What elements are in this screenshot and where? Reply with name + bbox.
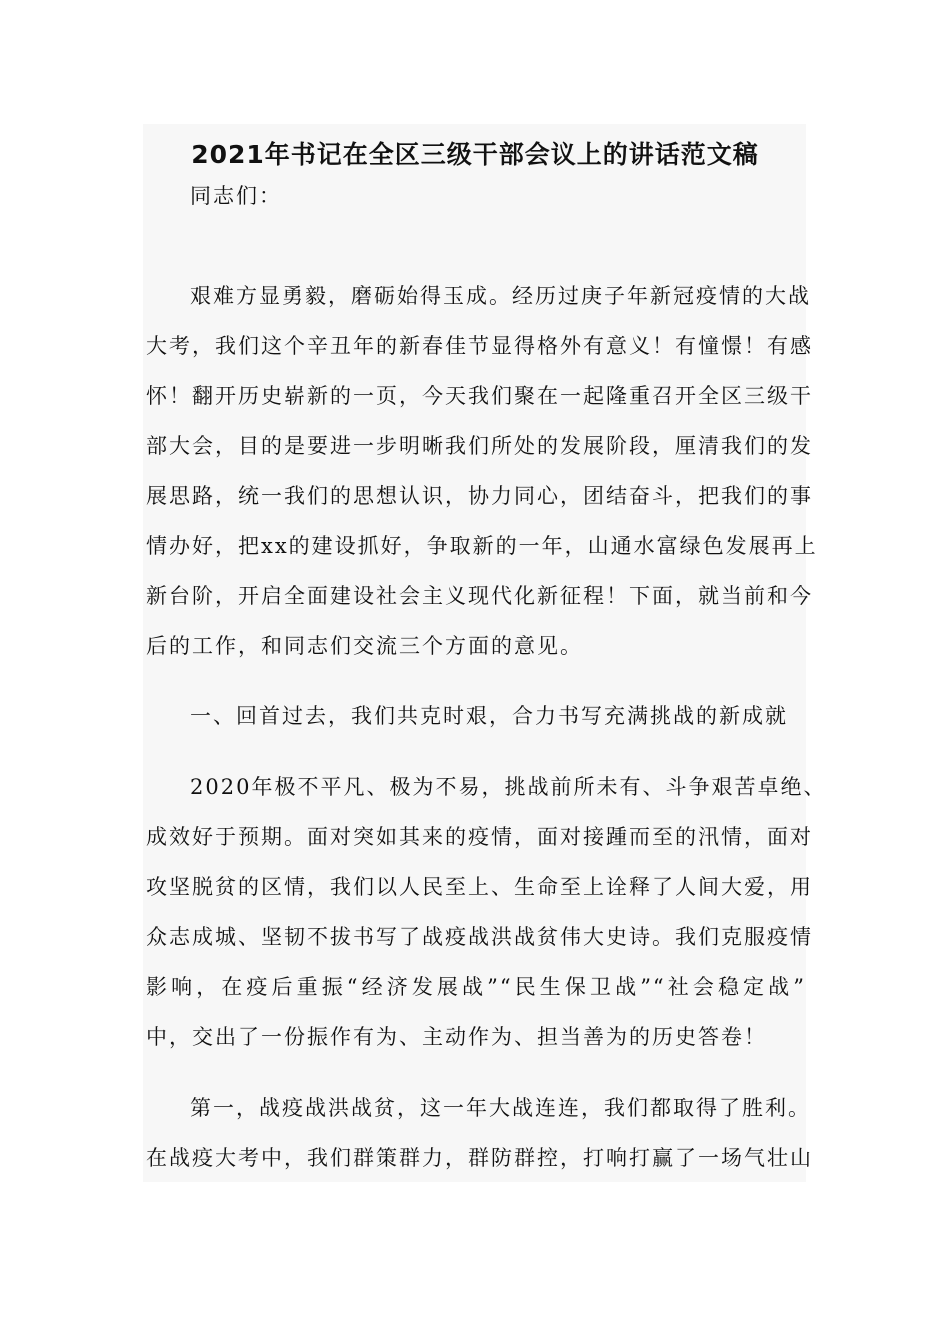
paragraph-line: 情办好，把xx的建设抓好，争取新的一年，山通水富绿色发展再上 [146,534,818,558]
paragraph-line: 新台阶，开启全面建设社会主义现代化新征程！下面，就当前和今 [146,584,813,608]
paragraph-line: 部大会，目的是要进一步明晰我们所处的发展阶段，厘清我们的发 [146,434,813,458]
paragraph-line: 大考，我们这个辛丑年的新春佳节显得格外有意义！有憧憬！有感 [146,334,813,358]
paragraph-2 [146,762,827,1062]
paragraph-line: 2020年极不平凡、极为不易，挑战前所未有、斗争艰苦卓绝、 [190,775,827,799]
paragraph-line: 成效好于预期。面对突如其来的疫情，面对接踵而至的汛情，面对 [146,825,813,849]
paragraph-line: 攻坚脱贫的区情，我们以人民至上、生命至上诠释了人间大爱，用 [146,875,813,899]
document-title: 2021年书记在全区三级干部会议上的讲话范文稿 [191,140,759,169]
paragraph-line: 展思路，统一我们的思想认识，协力同心，团结奋斗，把我们的事 [146,484,813,508]
paragraph-line: 众志成城、坚韧不拔书写了战疫战洪战贫伟大史诗。我们克服疫情 [146,925,813,949]
paragraph-3 [146,1083,813,1183]
paragraph-line: 第一，战疫战洪战贫，这一年大战连连，我们都取得了胜利。 [190,1096,811,1120]
salutation-line: 同志们： [190,184,282,208]
section-heading-1 [146,691,806,741]
section-heading-line: 一、回首过去，我们共克时艰，合力书写充满挑战的新成就 [190,704,788,728]
paragraph-line: 在战疫大考中，我们群策群力，群防群控，打响打赢了一场气壮山 [146,1146,813,1170]
paragraph-line: 中，交出了一份振作有为、主动作为、担当善为的历史答卷！ [146,1025,767,1049]
paragraph-line: 艰难方显勇毅，磨砺始得玉成。经历过庚子年新冠疫情的大战 [190,284,811,308]
salutation [146,171,806,221]
paragraph-line: 影响，在疫后重振“经济发展战”“民生保卫战”“社会稳定战” [146,975,806,999]
paragraph-1 [146,271,818,671]
paragraph-line: 怀！翻开历史崭新的一页，今天我们聚在一起隆重召开全区三级干 [146,384,813,408]
paragraph-line: 后的工作，和同志们交流三个方面的意见。 [146,634,583,658]
